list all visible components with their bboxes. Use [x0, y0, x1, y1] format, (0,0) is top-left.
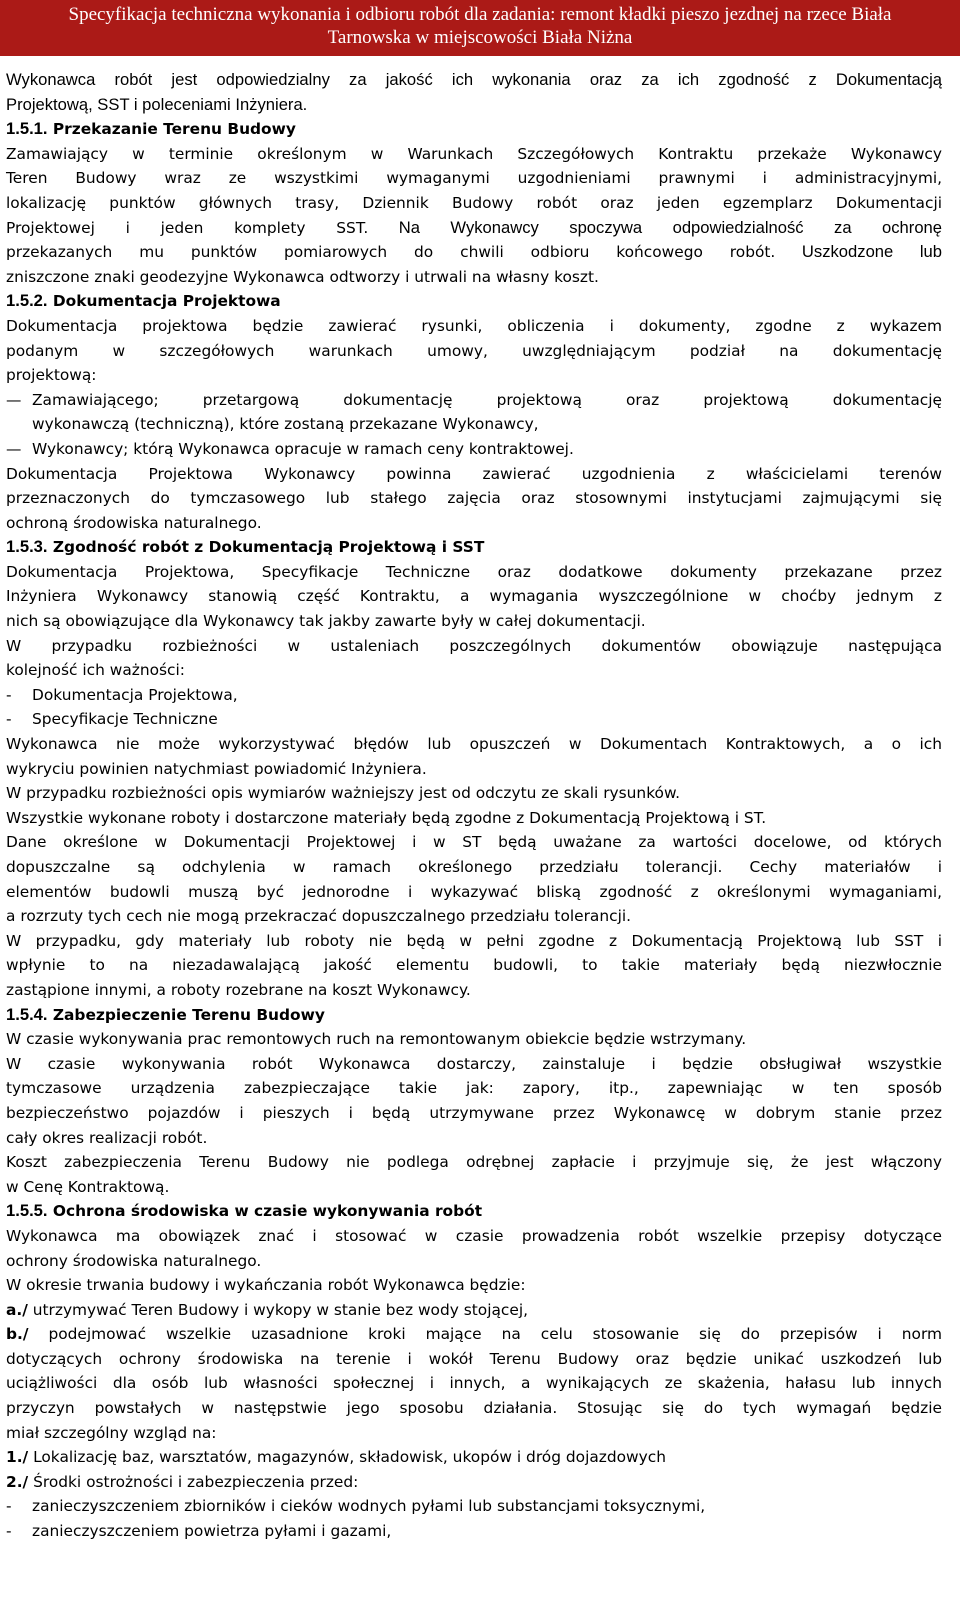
paragraph-line: Dokumentacja projektowa będzie zawierać rysunki, obliczenia i dokumenty, zgodne z wykazem	[6, 316, 942, 335]
header-line-1: Specyfikacja techniczna wykonania i odbioru robót dla zadania: remont kładki pieszo jezdnej na rzece Biała	[68, 4, 892, 25]
paragraph-line: Wykonawca ma obowiązek znać i stosować w czasie prowadzenia robót wszelkie przepisy dotyczące	[6, 1226, 942, 1245]
paragraph-line: Dokumentacja Projektowa Wykonawcy powinna zawierać uzgodnienia z właścicielami terenów	[6, 464, 942, 483]
item-marker: 1./	[6, 1448, 29, 1467]
paragraph-line: projektową:	[6, 366, 97, 385]
paragraph-line: W okresie trwania budowy i wykańczania robót Wykonawca będzie:	[6, 1276, 526, 1295]
paragraph-line: przyczyn powstałych w następstwie jego sposobu działania. Stosując się do tych wymagań będzie	[6, 1399, 942, 1418]
paragraph-line: kolejność ich ważności:	[6, 661, 185, 680]
paragraph-line	[6, 240, 942, 265]
item-text: podejmować wszelkie uzasadnione kroki mające na celu stosowanie się do przepisów i norm	[28, 1325, 942, 1344]
section-heading-1-5-3	[6, 535, 942, 560]
paragraph-line: Zamawiający w terminie określonym w Warunkach Szczegółowych Kontraktu przekaże Wykonawcy	[6, 144, 942, 163]
item-text: Środki ostrożności i zabezpieczenia przed:	[28, 1472, 359, 1491]
paragraph-line: miał szczególny wzgląd na:	[6, 1423, 217, 1442]
list-item	[6, 437, 942, 462]
dash-bullet: -	[6, 1522, 12, 1541]
paragraph-line: cały okres realizacji robót.	[6, 1128, 208, 1147]
lettered-item-a	[6, 1298, 942, 1323]
paragraph-line: zastąpione innymi, a roboty rozebrane na koszt Wykonawcy.	[6, 980, 471, 999]
dash-bullet: -	[6, 1497, 12, 1516]
paragraph-line: Wykonawca nie może wykorzystywać błędów lub opuszczeń w Dokumentach Kontraktowych, a o ich	[6, 735, 942, 754]
section-title: Ochrona środowiska w czasie wykonywania robót	[47, 1202, 483, 1221]
item-text: Lokalizację baz, warsztatów, magazynów, składowisk, ukopów i dróg dojazdowych	[28, 1448, 666, 1467]
list-item-text: zanieczyszczeniem zbiorników i cieków wodnych pyłami lub substancjami toksycznymi,	[32, 1497, 706, 1516]
list-item	[6, 683, 942, 708]
header-line-2: Tarnowska w miejscowości Biała Niżna	[327, 27, 633, 48]
section-number: 1.5.5.	[6, 1201, 48, 1221]
paragraph-line: wpłynie to na niezadawalającą jakość elementu budowli, to takie materiały będą niezwłocznie	[6, 956, 942, 975]
paragraph-line: Koszt zabezpieczenia Terenu Budowy nie podlega odrębnej zapłacie i przyjmuje się, że jest włączony	[6, 1153, 942, 1172]
list-item	[6, 707, 942, 732]
section-number: 1.5.3.	[6, 537, 48, 557]
section-number: 1.5.2.	[6, 291, 48, 311]
section-title: Przekazanie Terenu Budowy	[47, 120, 296, 139]
paragraph-line: wykryciu powinien natychmiast powiadomić Inżyniera.	[6, 759, 427, 778]
paragraph-line: Wszystkie wykonane roboty i dostarczone materiały będą zgodne z Dokumentacją Projektową i ST.	[6, 808, 767, 827]
paragraph-line: W czasie wykonywania prac remontowych ruch na remontowanym obiekcie będzie wstrzymany.	[6, 1030, 747, 1049]
list-item-text: Specyfikacje Techniczne	[32, 710, 218, 729]
paragraph-line: lokalizację punktów głównych trasy, Dziennik Budowy robót oraz jeden egzemplarz Dokumentacji	[6, 193, 942, 212]
dash-bullet: —	[6, 390, 22, 409]
paragraph-line: W przypadku rozbieżności w ustaleniach poszczególnych dokumentów obowiązuje następująca	[6, 636, 942, 655]
paragraph-line: a rozrzuty tych cech nie mogą przekraczać dopuszczalnego przedziału tolerancji.	[6, 907, 632, 926]
paragraph-line: dopuszczalne są odchylenia w ramach określonego przedziału tolerancji. Cechy materiałów i	[6, 858, 942, 876]
text-span: Uszkodzone lub	[775, 242, 943, 262]
paragraph-line: W przypadku rozbieżności opis wymiarów ważniejszy jest od odczytu ze skali rysunków.	[6, 784, 681, 803]
section-heading-1-5-4	[6, 1003, 942, 1028]
dash-bullet: —	[6, 439, 22, 458]
paragraph-line: Dane określone w Dokumentacji Projektowej i w ST będą uważane za wartości docelowe, od których	[6, 833, 942, 852]
paragraph-line: tymczasowe urządzenia zabezpieczające takie jak: zapory, itp., zapewniając w ten sposób	[6, 1079, 942, 1098]
paragraph-line: W czasie wykonywania robót Wykonawca dostarczy, zainstaluje i będzie obsługiwał wszystkie	[6, 1054, 942, 1073]
dash-bullet: -	[6, 685, 12, 704]
paragraph-line: elementów budowli muszą być jednorodne i wykazywać bliską zgodność z określonymi wymaganiami,	[6, 882, 942, 901]
text-span: Projektowej i jeden komplety SST.	[6, 218, 369, 237]
page-header	[0, 0, 960, 56]
list-item	[6, 1519, 942, 1544]
list-item	[6, 388, 942, 413]
section-heading-1-5-5	[6, 1199, 942, 1224]
paragraph-line: podanym w szczegółowych warunkach umowy, uwzględniającym podział na dokumentację	[6, 341, 942, 360]
paragraph-line: ochroną środowiska naturalnego.	[6, 513, 262, 532]
list-item-continuation: wykonawczą (techniczną), które zostaną przekazane Wykonawcy,	[32, 415, 539, 434]
list-item-text: zanieczyszczeniem powietrza pyłami i gazami,	[32, 1522, 392, 1541]
document-body	[6, 68, 942, 1544]
dash-bullet: -	[6, 710, 12, 729]
item-marker: 2./	[6, 1472, 29, 1491]
paragraph-line: uciążliwości dla osób lub własności społecznej i innych, a wynikających ze skażenia, hałasu lub innych	[6, 1374, 942, 1393]
paragraph-line: w Cenę Kontraktową.	[6, 1177, 170, 1196]
intro-line: Wykonawca robót jest odpowiedzialny za jakość ich wykonania oraz za ich zgodność z Dokumentacją	[6, 70, 942, 89]
paragraph-line: dotyczących ochrony środowiska na terenie i wokół Terenu Budowy oraz będzie unikać uszkodzeń lub	[6, 1349, 942, 1368]
list-item-text: Zamawiającego; przetargową dokumentację projektową oraz projektową dokumentację	[32, 390, 942, 409]
item-marker: a./	[6, 1300, 28, 1319]
item-text: utrzymywać Teren Budowy i wykopy w stanie bez wody stojącej,	[27, 1300, 529, 1319]
section-heading-1-5-1	[6, 117, 942, 142]
paragraph-line: bezpieczeństwo pojazdów i pieszych i będą utrzymywane przez Wykonawcę w dobrym stanie przez	[6, 1103, 942, 1122]
section-title: Zabezpieczenie Terenu Budowy	[47, 1005, 325, 1024]
paragraph-line: Dokumentacja Projektowa, Specyfikacje Techniczne oraz dodatkowe dokumenty przekazane przez	[6, 562, 942, 581]
paragraph-line: zniszczone znaki geodezyjne Wykonawca odtworzy i utrwali na własny koszt.	[6, 267, 599, 286]
section-title: Zgodność robót z Dokumentacją Projektową i SST	[47, 538, 485, 557]
paragraph-line: nich są obowiązujące dla Wykonawcy tak jakby zawarte były w całej dokumentacji.	[6, 612, 646, 631]
paragraph-line: W przypadku, gdy materiały lub roboty nie będą w pełni zgodne z Dokumentacją Projektową lub SST i	[6, 931, 942, 950]
paragraph-line	[6, 216, 942, 241]
lettered-item-b	[6, 1322, 942, 1347]
section-number: 1.5.4.	[6, 1004, 48, 1024]
section-heading-1-5-2	[6, 289, 942, 314]
text-span: przekazanych mu punktów pomiarowych do chwili odbioru końcowego robót.	[6, 243, 776, 262]
paragraph-line: Teren Budowy wraz ze wszystkimi wymaganymi uzgodnieniami prawnymi i administracyjnymi,	[6, 169, 942, 188]
paragraph-line: ochrony środowiska naturalnego.	[6, 1251, 262, 1270]
list-item-text: Dokumentacja Projektowa,	[32, 685, 238, 704]
list-item	[6, 1494, 942, 1519]
list-item-text: Wykonawcy; którą Wykonawca opracuje w ramach ceny kontraktowej.	[32, 439, 574, 458]
paragraph-line: przeznaczonych do tymczasowego lub stałego zajęcia oraz stosownymi instytucjami zajmującymi się	[6, 489, 942, 508]
paragraph-line: Inżyniera Wykonawcy stanowią część Kontraktu, a wymagania wyszczególnione w choćby jednym z	[6, 587, 942, 606]
section-number: 1.5.1.	[6, 119, 48, 139]
intro-line: Projektową, SST i poleceniami Inżyniera.	[6, 94, 308, 114]
item-marker: b./	[6, 1325, 29, 1344]
text-span: Na Wykonawcy spoczywa odpowiedzialność za ochronę	[368, 217, 943, 237]
section-title: Dokumentacja Projektowa	[47, 292, 281, 311]
numbered-item-2	[6, 1470, 942, 1495]
numbered-item-1	[6, 1445, 942, 1470]
